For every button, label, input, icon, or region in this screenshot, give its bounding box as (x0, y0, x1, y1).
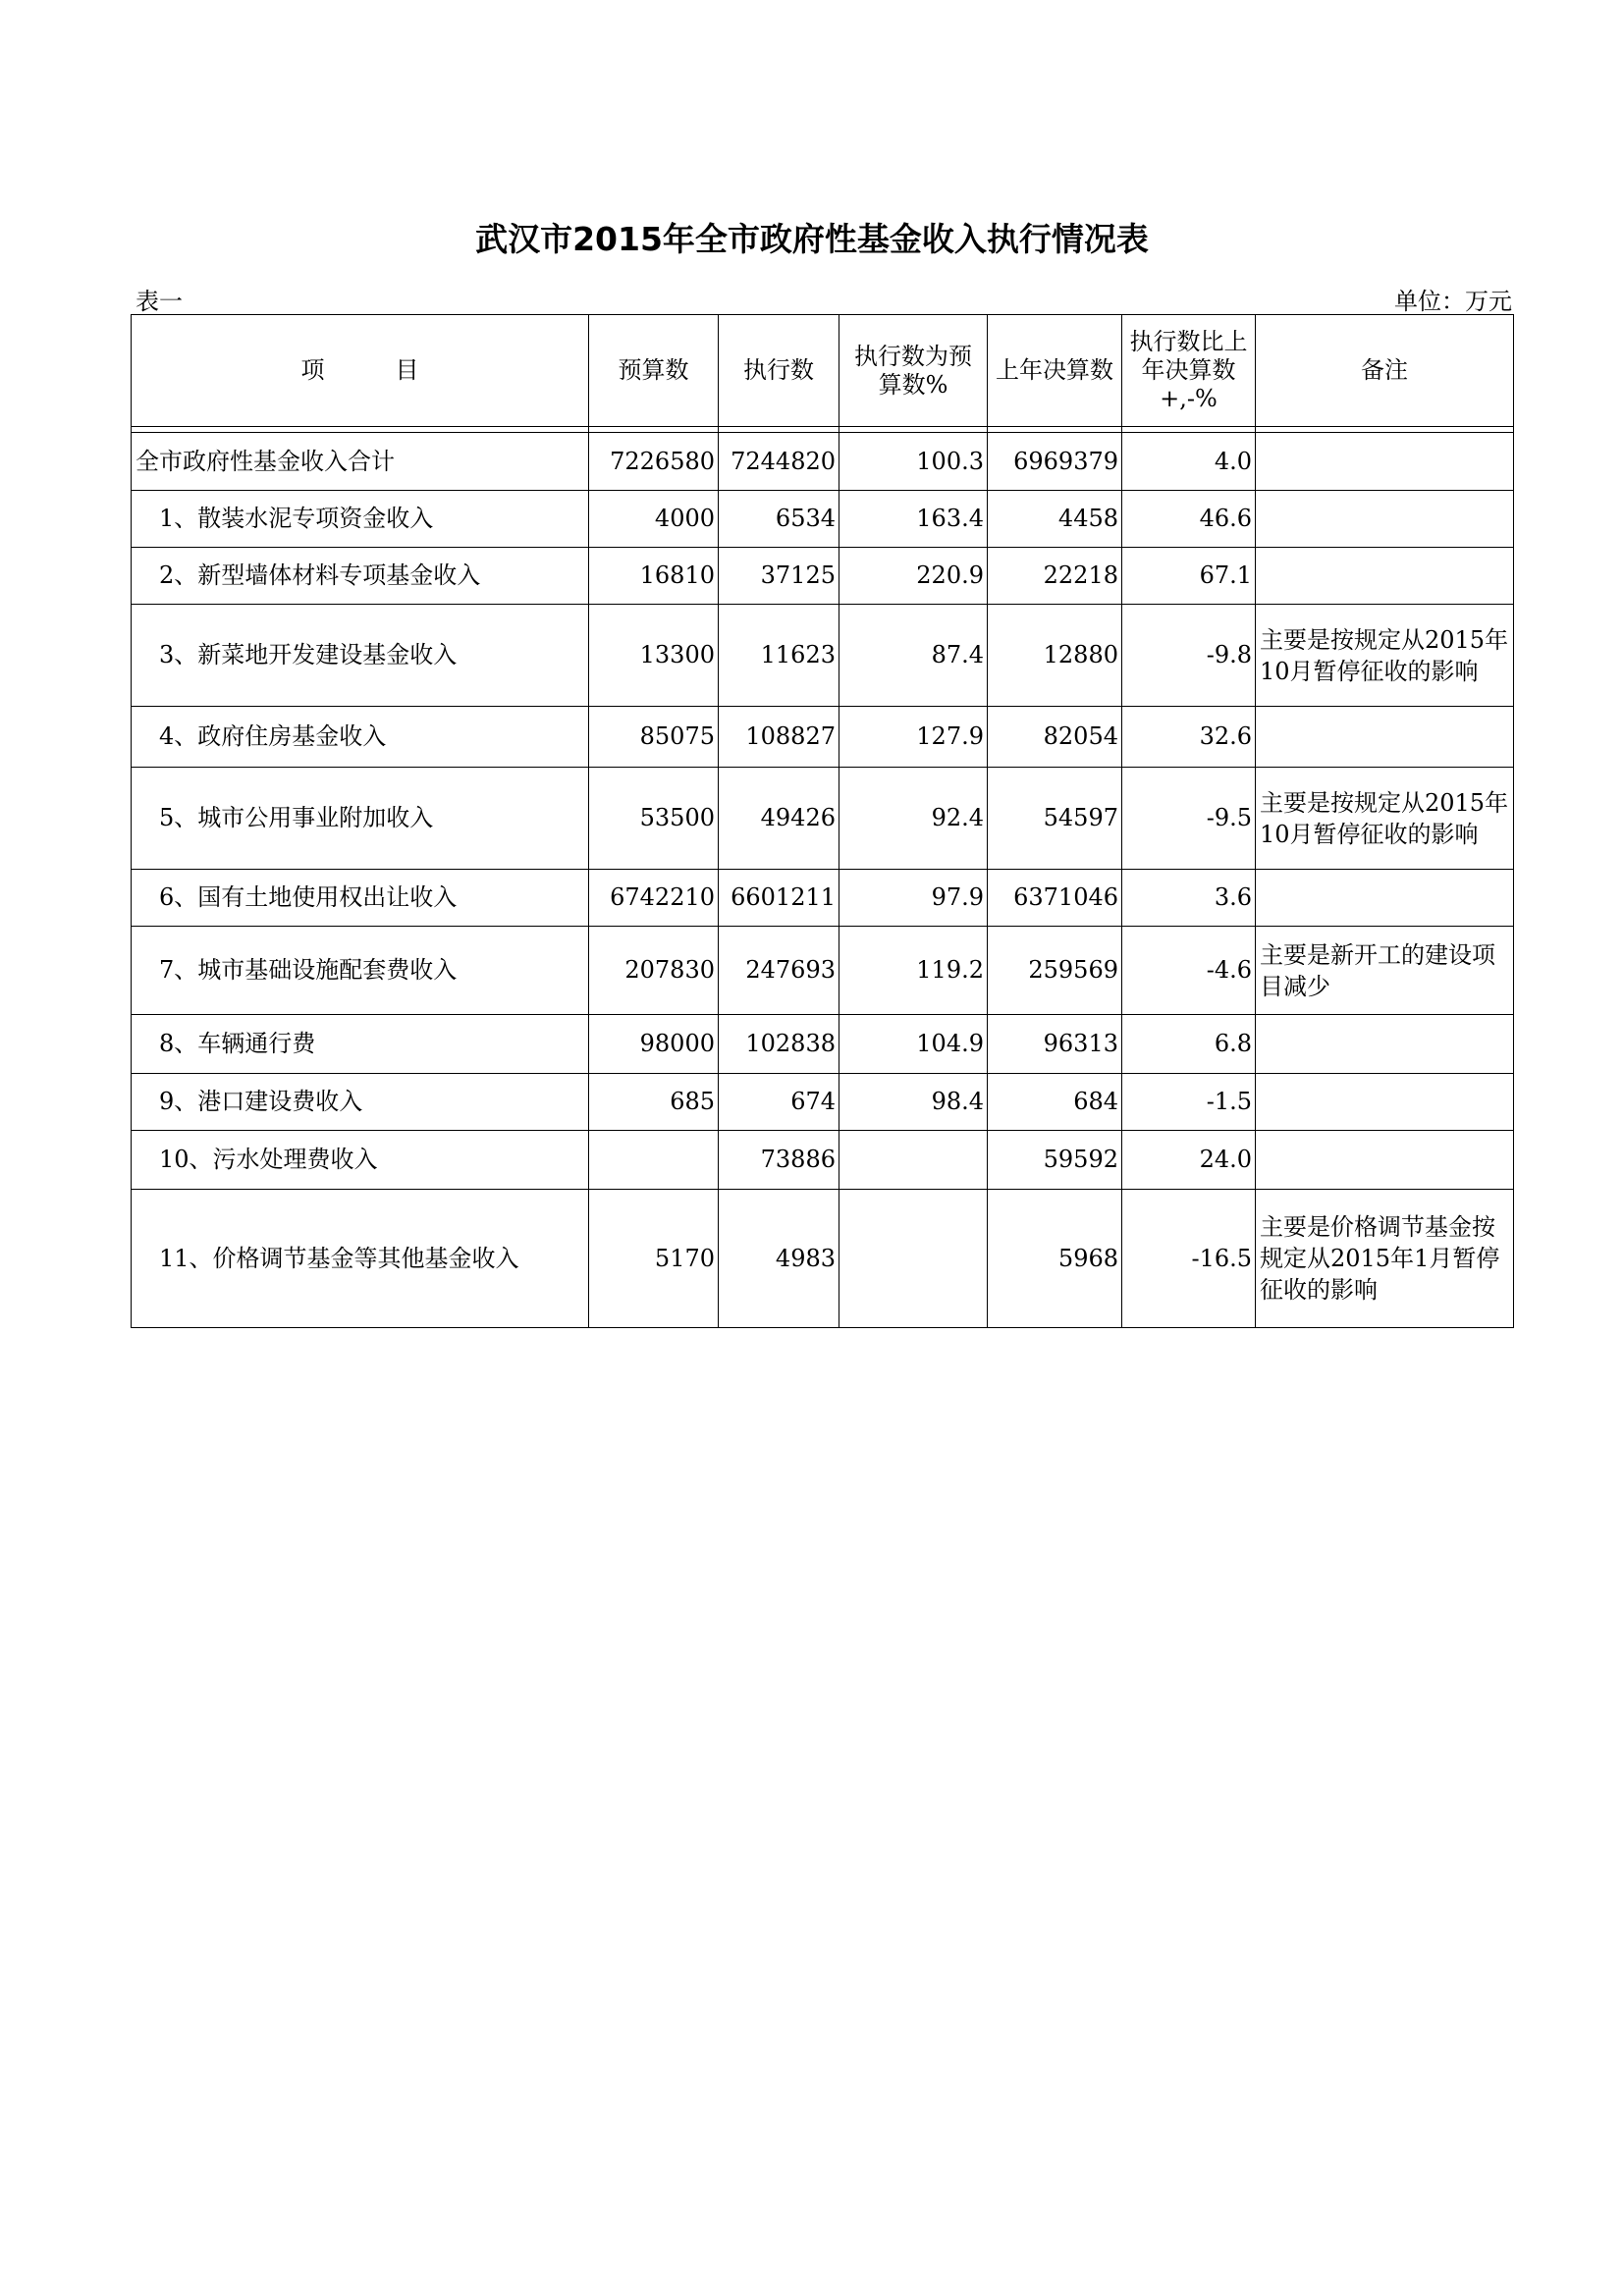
row-actual: 37125 (719, 548, 839, 605)
header-note: 备注 (1256, 315, 1514, 427)
row-note (1256, 548, 1514, 605)
row-prev: 82054 (988, 707, 1122, 768)
row-pct: 220.9 (839, 548, 988, 605)
row-prev: 259569 (988, 927, 1122, 1015)
table-row (132, 491, 1514, 548)
row-name: 4、政府住房基金收入 (132, 707, 589, 768)
row-pct: 100.3 (839, 433, 988, 491)
row-note: 主要是按规定从2015年10月暂停征收的影响 (1256, 768, 1514, 870)
row-note (1256, 1015, 1514, 1074)
row-pct (839, 1131, 988, 1190)
row-budget: 6742210 (589, 870, 719, 927)
row-actual: 102838 (719, 1015, 839, 1074)
row-budget: 5170 (589, 1190, 719, 1328)
row-prev: 22218 (988, 548, 1122, 605)
row-actual: 49426 (719, 768, 839, 870)
row-actual: 674 (719, 1074, 839, 1131)
row-prev: 684 (988, 1074, 1122, 1131)
row-prev: 6371046 (988, 870, 1122, 927)
row-pct: 87.4 (839, 605, 988, 707)
row-name: 1、散装水泥专项资金收入 (132, 491, 589, 548)
header-prev-year: 上年决算数 (988, 315, 1122, 427)
row-budget: 16810 (589, 548, 719, 605)
table-row (132, 707, 1514, 768)
row-name: 11、价格调节基金等其他基金收入 (132, 1190, 589, 1328)
row-change: 6.8 (1122, 1015, 1256, 1074)
row-prev: 59592 (988, 1131, 1122, 1190)
row-note (1256, 433, 1514, 491)
row-prev: 96313 (988, 1015, 1122, 1074)
row-name: 6、国有土地使用权出让收入 (132, 870, 589, 927)
row-pct: 163.4 (839, 491, 988, 548)
header-pct-of-budget: 执行数为预算数% (839, 315, 988, 427)
row-name: 7、城市基础设施配套费收入 (132, 927, 589, 1015)
row-budget: 98000 (589, 1015, 719, 1074)
row-actual: 247693 (719, 927, 839, 1015)
row-change: -9.5 (1122, 768, 1256, 870)
row-change: -9.8 (1122, 605, 1256, 707)
row-budget: 685 (589, 1074, 719, 1131)
row-change: 46.6 (1122, 491, 1256, 548)
row-change: 67.1 (1122, 548, 1256, 605)
row-pct: 97.9 (839, 870, 988, 927)
row-budget: 53500 (589, 768, 719, 870)
row-budget: 13300 (589, 605, 719, 707)
row-name: 3、新菜地开发建设基金收入 (132, 605, 589, 707)
table-row (132, 768, 1514, 870)
row-actual: 4983 (719, 1190, 839, 1328)
row-change: 3.6 (1122, 870, 1256, 927)
row-note: 主要是价格调节基金按规定从2015年1月暂停征收的影响 (1256, 1190, 1514, 1328)
row-name: 5、城市公用事业附加收入 (132, 768, 589, 870)
row-change: 4.0 (1122, 433, 1256, 491)
row-note (1256, 870, 1514, 927)
row-budget (589, 1131, 719, 1190)
unit-label: 单位：万元 (1394, 288, 1512, 315)
row-actual: 7244820 (719, 433, 839, 491)
row-budget: 85075 (589, 707, 719, 768)
table-row (132, 605, 1514, 707)
row-budget: 7226580 (589, 433, 719, 491)
table-row (132, 1074, 1514, 1131)
row-change: -1.5 (1122, 1074, 1256, 1131)
table-label: 表一 (135, 288, 183, 315)
row-name: 9、港口建设费收入 (132, 1074, 589, 1131)
table-row (132, 433, 1514, 491)
row-change: -4.6 (1122, 927, 1256, 1015)
row-note: 主要是按规定从2015年10月暂停征收的影响 (1256, 605, 1514, 707)
row-pct: 98.4 (839, 1074, 988, 1131)
row-name: 8、车辆通行费 (132, 1015, 589, 1074)
row-pct (839, 1190, 988, 1328)
row-note (1256, 491, 1514, 548)
row-name: 10、污水处理费收入 (132, 1131, 589, 1190)
row-prev: 12880 (988, 605, 1122, 707)
row-actual: 6601211 (719, 870, 839, 927)
row-note: 主要是新开工的建设项目减少 (1256, 927, 1514, 1015)
row-pct: 127.9 (839, 707, 988, 768)
row-change: 24.0 (1122, 1131, 1256, 1190)
row-actual: 6534 (719, 491, 839, 548)
row-name: 全市政府性基金收入合计 (132, 433, 589, 491)
row-actual: 73886 (719, 1131, 839, 1190)
row-pct: 104.9 (839, 1015, 988, 1074)
header-budget: 预算数 (589, 315, 719, 427)
row-name: 2、新型墙体材料专项基金收入 (132, 548, 589, 605)
header-change: 执行数比上年决算数+,-% (1122, 315, 1256, 427)
row-budget: 4000 (589, 491, 719, 548)
table-row (132, 870, 1514, 927)
row-change: 32.6 (1122, 707, 1256, 768)
row-note (1256, 1074, 1514, 1131)
table-row (132, 927, 1514, 1015)
header-actual: 执行数 (719, 315, 839, 427)
fund-revenue-table (131, 314, 1514, 1328)
row-pct: 92.4 (839, 768, 988, 870)
row-note (1256, 707, 1514, 768)
row-actual: 108827 (719, 707, 839, 768)
table-row (132, 1015, 1514, 1074)
row-change: -16.5 (1122, 1190, 1256, 1328)
row-budget: 207830 (589, 927, 719, 1015)
row-prev: 54597 (988, 768, 1122, 870)
row-actual: 11623 (719, 605, 839, 707)
table-header-row (132, 315, 1514, 427)
table-row (132, 1190, 1514, 1328)
row-prev: 4458 (988, 491, 1122, 548)
header-item: 项 目 (132, 315, 589, 427)
table-row (132, 548, 1514, 605)
row-prev: 6969379 (988, 433, 1122, 491)
table-row (132, 1131, 1514, 1190)
row-pct: 119.2 (839, 927, 988, 1015)
page-title: 武汉市2015年全市政府性基金收入执行情况表 (475, 220, 1149, 258)
row-note (1256, 1131, 1514, 1190)
row-prev: 5968 (988, 1190, 1122, 1328)
